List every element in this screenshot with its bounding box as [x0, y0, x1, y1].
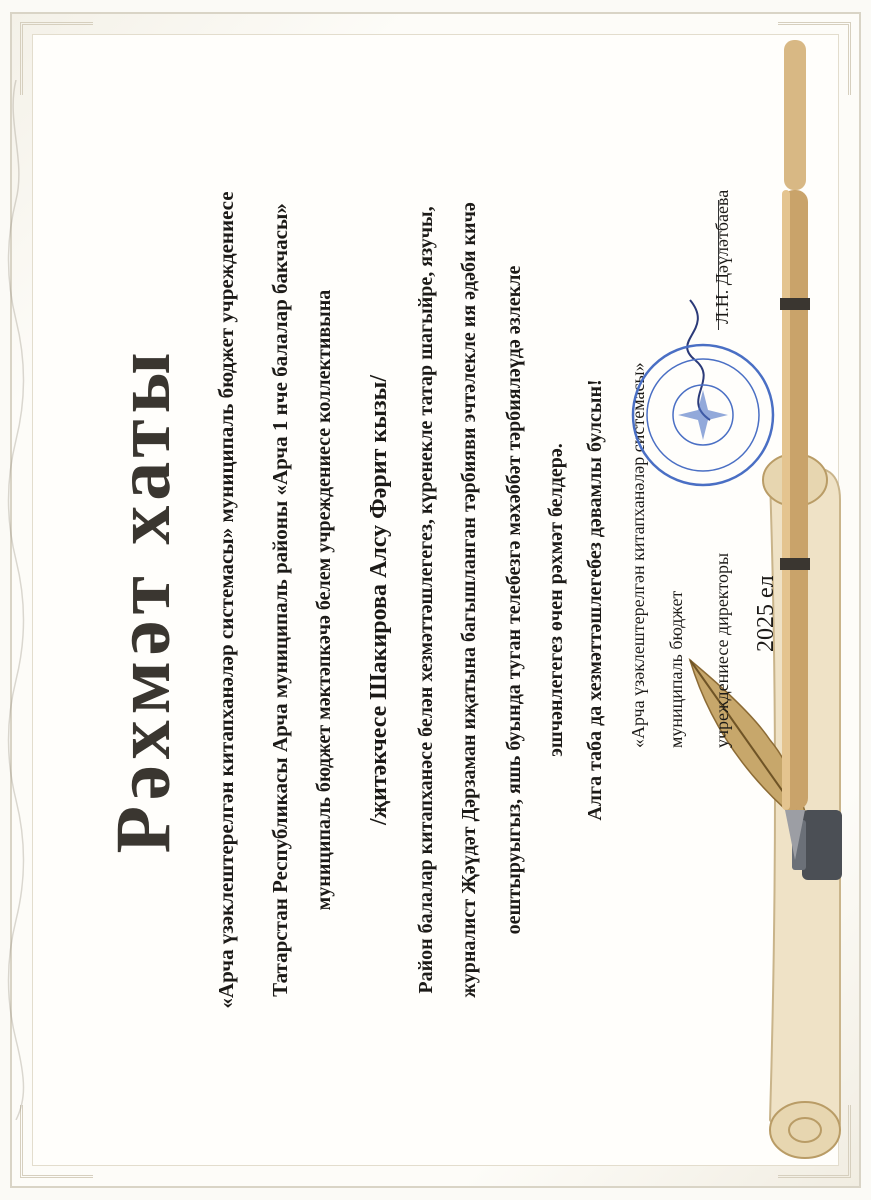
body-line-2: журналист Җәүдәт Дәрзаман иҗатына багышланган тәрбияви эчтәлекле ия әдәби кичә — [458, 202, 480, 998]
signature-org-3: учреждениесе директоры — [712, 552, 732, 748]
official-stamp — [628, 340, 778, 490]
body-line-4: эшчәнлегегез өчен рәхмәт белдерә. — [545, 443, 567, 757]
director-name: Л.Н. Дәүләтбаева — [712, 189, 732, 324]
body-line-1: Район балалар китапханәсе белән хезмәттәшлегегез, күренекле татар шагыйре, язучы, — [415, 206, 437, 994]
recipient-line-1: Татарстан Республикасы Арча муниципаль районы «Арча 1 нче балалар бакчасы» — [268, 203, 292, 997]
recipient-line-2: муниципаль бюджет мәктәпкәчә белем учреждениесе коллективына — [313, 289, 335, 911]
body-line-3: оештыруыгыз, яшь буында туган телебезгә мәхәббәт тәрбияләүдә әзлекле — [503, 265, 525, 935]
recipient-name: /җитәкчесе Шакирова Алсу Фәрит кызы/ — [366, 375, 392, 826]
signature-org-1: «Арча үзәклештерелгән китапханәләр системасы» — [628, 362, 648, 748]
signature-org-2: муниципаль бюджет — [666, 590, 686, 748]
signature-year: 2025 ел — [753, 575, 779, 652]
organization-line: «Арча үзәклештерелгән китапханәләр системасы» муниципаль бюджет учреждениесе — [214, 191, 238, 1009]
certificate-title: Рәхмәт хаты — [99, 346, 186, 854]
body-closing: Алга таба да хезмәттәшлегебез дәвамлы булсын! — [584, 379, 606, 821]
